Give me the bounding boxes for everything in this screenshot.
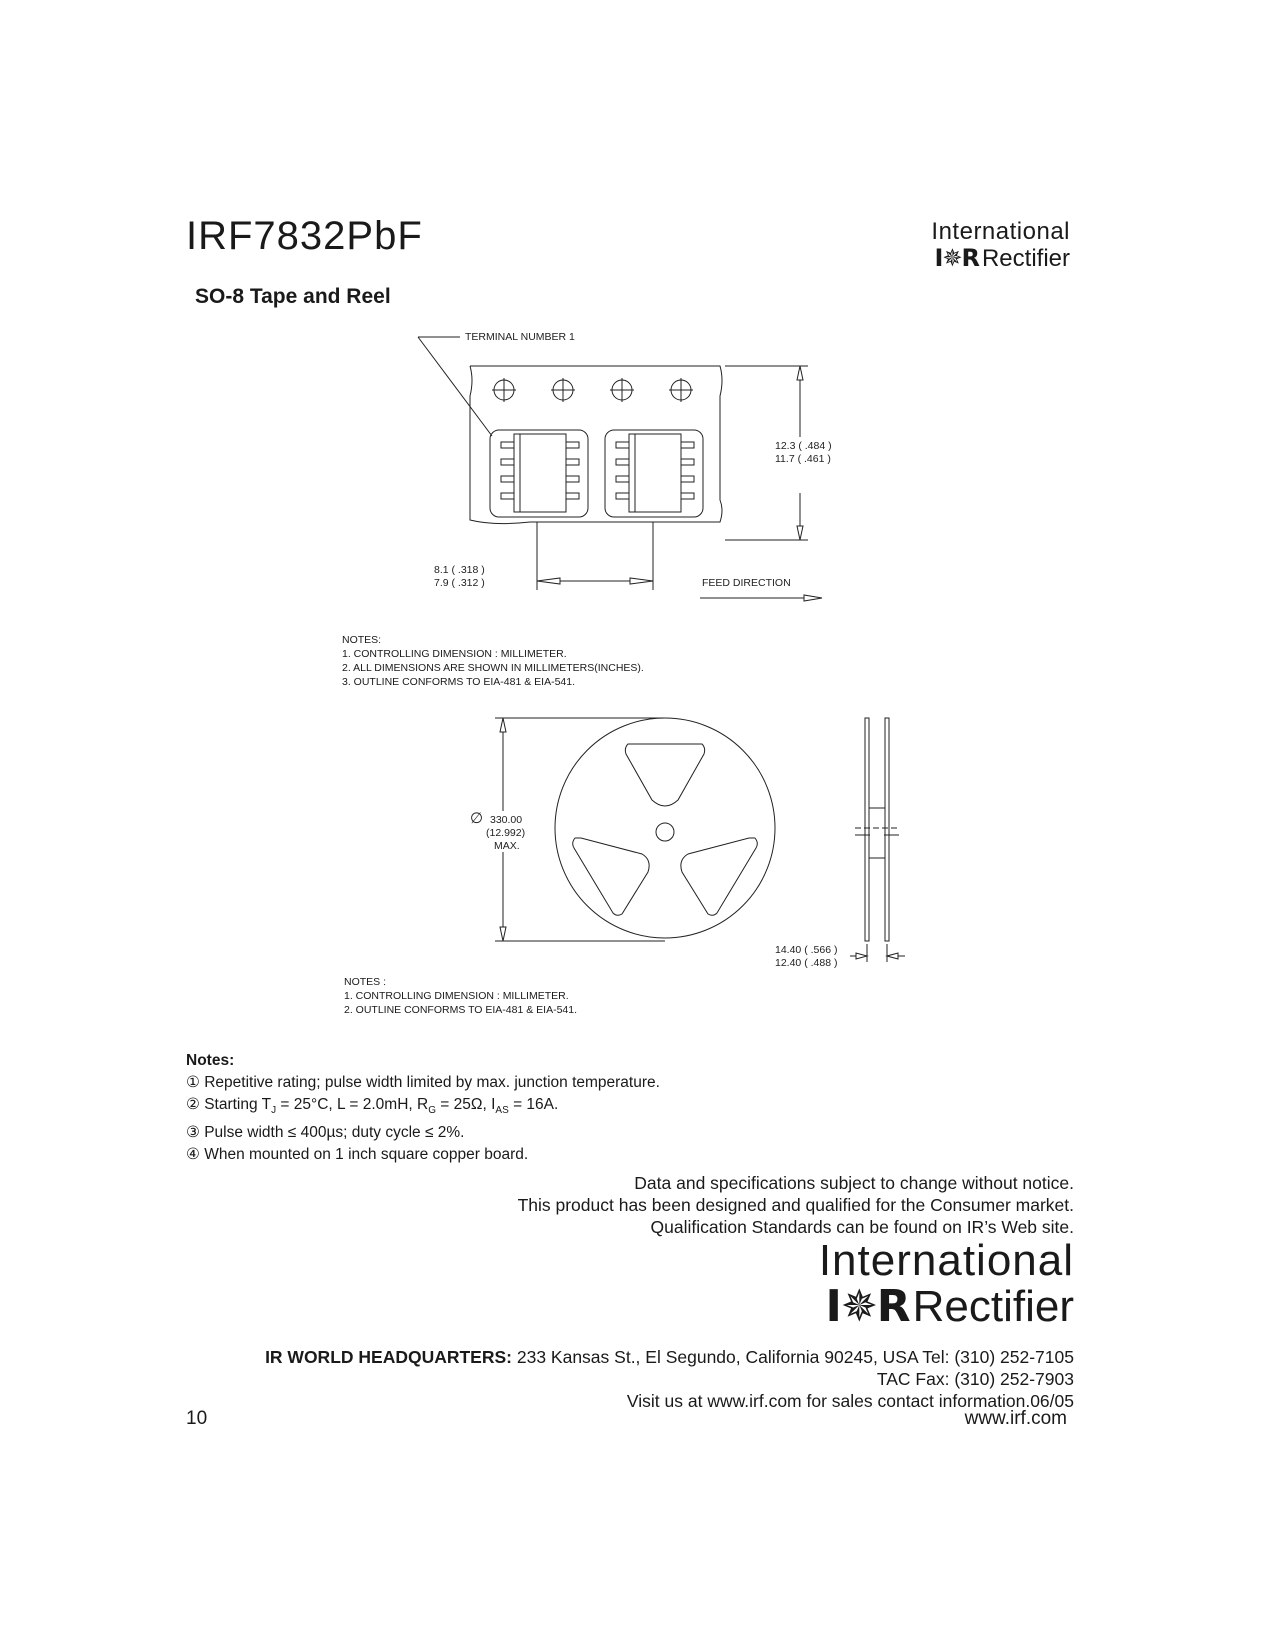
disclaimer xyxy=(518,1172,1074,1238)
logo-big-line1: International xyxy=(818,1236,1074,1285)
note-1: ① Repetitive rating; pulse width limited by max. junction temperature. xyxy=(186,1074,660,1091)
note-2: ② Starting $T_J = 25^\circ C$, L = 2.0mH, $R_G = 25\Omega$, $I_{AS} = 16A$. xyxy=(186,1096,559,1117)
logo-mark: I✵R xyxy=(934,244,979,272)
note-3: ③ Pulse width ≤ 400µs; duty cycle ≤ 2%. xyxy=(186,1124,465,1142)
chip-2 xyxy=(629,434,681,512)
footer-contact xyxy=(265,1346,1074,1412)
reel-notes xyxy=(344,975,577,1017)
hq-address: 233 Kansas St., El Segundo, California 90245, USA Tel: (310) 252-7105 xyxy=(512,1347,1074,1367)
reel-flange-right xyxy=(885,718,889,941)
chip-1 xyxy=(514,434,566,512)
tape-note-2: 2. ALL DIMENSIONS ARE SHOWN IN MILLIMETERS(INCHES). xyxy=(342,662,644,674)
tape-notes-title: NOTES: xyxy=(342,634,382,646)
reel-note-2: 2. OUTLINE CONFORMS TO EIA-481 & EIA-541. xyxy=(344,1004,578,1016)
reel-thick-1: 14.40 ( .566 ) xyxy=(775,944,838,956)
chip-leads xyxy=(501,442,694,499)
fax-line: TAC Fax: (310) 252-7903 xyxy=(876,1369,1074,1389)
disclaimer-line2: This product has been designed and qualified for the Consumer market. xyxy=(517,1195,1074,1215)
logo-line1: International xyxy=(931,218,1070,245)
reel-dia-3: MAX. xyxy=(494,840,520,852)
logo-line2: Rectifier xyxy=(981,245,1070,272)
pitch-dim-2: 7.9 ( .312 ) xyxy=(434,577,485,589)
pitch-dim-1: 8.1 ( .318 ) xyxy=(434,564,485,576)
logo-big-line2: Rectifier xyxy=(912,1282,1074,1331)
diameter-icon: ∅ xyxy=(470,810,484,827)
disclaimer-line3: Qualification Standards can be found on IR’s Web site. xyxy=(650,1217,1074,1237)
reel-outline xyxy=(555,718,775,938)
pocket-1 xyxy=(490,430,588,517)
part-number: IRF7832PbF xyxy=(186,214,423,258)
reel-flange-left xyxy=(865,718,869,941)
reel-notes-title: NOTES : xyxy=(344,976,387,988)
reel-thick-2: 12.40 ( .488 ) xyxy=(775,957,838,969)
website-link[interactable]: www.irf.com xyxy=(964,1408,1067,1429)
reel-dia-2: (12.992) xyxy=(486,827,526,839)
disclaimer-line1: Data and specifications subject to change without notice. xyxy=(634,1173,1074,1193)
notes-block xyxy=(186,1050,660,1166)
width-dim-2: 11.7 ( .461 ) xyxy=(775,453,831,465)
section-title: SO-8 Tape and Reel xyxy=(195,285,391,308)
width-dim-1: 12.3 ( .484 ) xyxy=(775,440,832,452)
reel-note-1: 1. CONTROLLING DIMENSION : MILLIMETER. xyxy=(344,990,569,1002)
notes-title: Notes: xyxy=(186,1052,235,1069)
tape-notes xyxy=(342,633,644,689)
reel-dia-1: 330.00 xyxy=(490,814,523,826)
logo-big-mark: I✵R xyxy=(825,1281,910,1332)
terminal-label: TERMINAL NUMBER 1 xyxy=(465,331,575,343)
note-4: ④ When mounted on 1 inch square copper board. xyxy=(186,1146,529,1164)
pocket-2 xyxy=(605,430,703,517)
reel-window-left xyxy=(573,838,649,915)
page-number: 10 xyxy=(186,1408,208,1429)
company-logo-footer xyxy=(819,1238,1074,1330)
feed-label: FEED DIRECTION xyxy=(702,577,791,589)
tape-note-3: 3. OUTLINE CONFORMS TO EIA-481 & EIA-541. xyxy=(342,676,576,688)
hq-label: IR WORLD HEADQUARTERS: xyxy=(265,1347,512,1367)
tape-note-1: 1. CONTROLLING DIMENSION : MILLIMETER. xyxy=(342,648,567,660)
reel-hub xyxy=(656,823,674,841)
visit-line: Visit us at www.irf.com for sales contact information.06/05 xyxy=(626,1391,1074,1411)
reel-window-top xyxy=(625,744,704,806)
reel-window-right xyxy=(681,838,757,915)
sprocket-holes xyxy=(492,378,693,402)
